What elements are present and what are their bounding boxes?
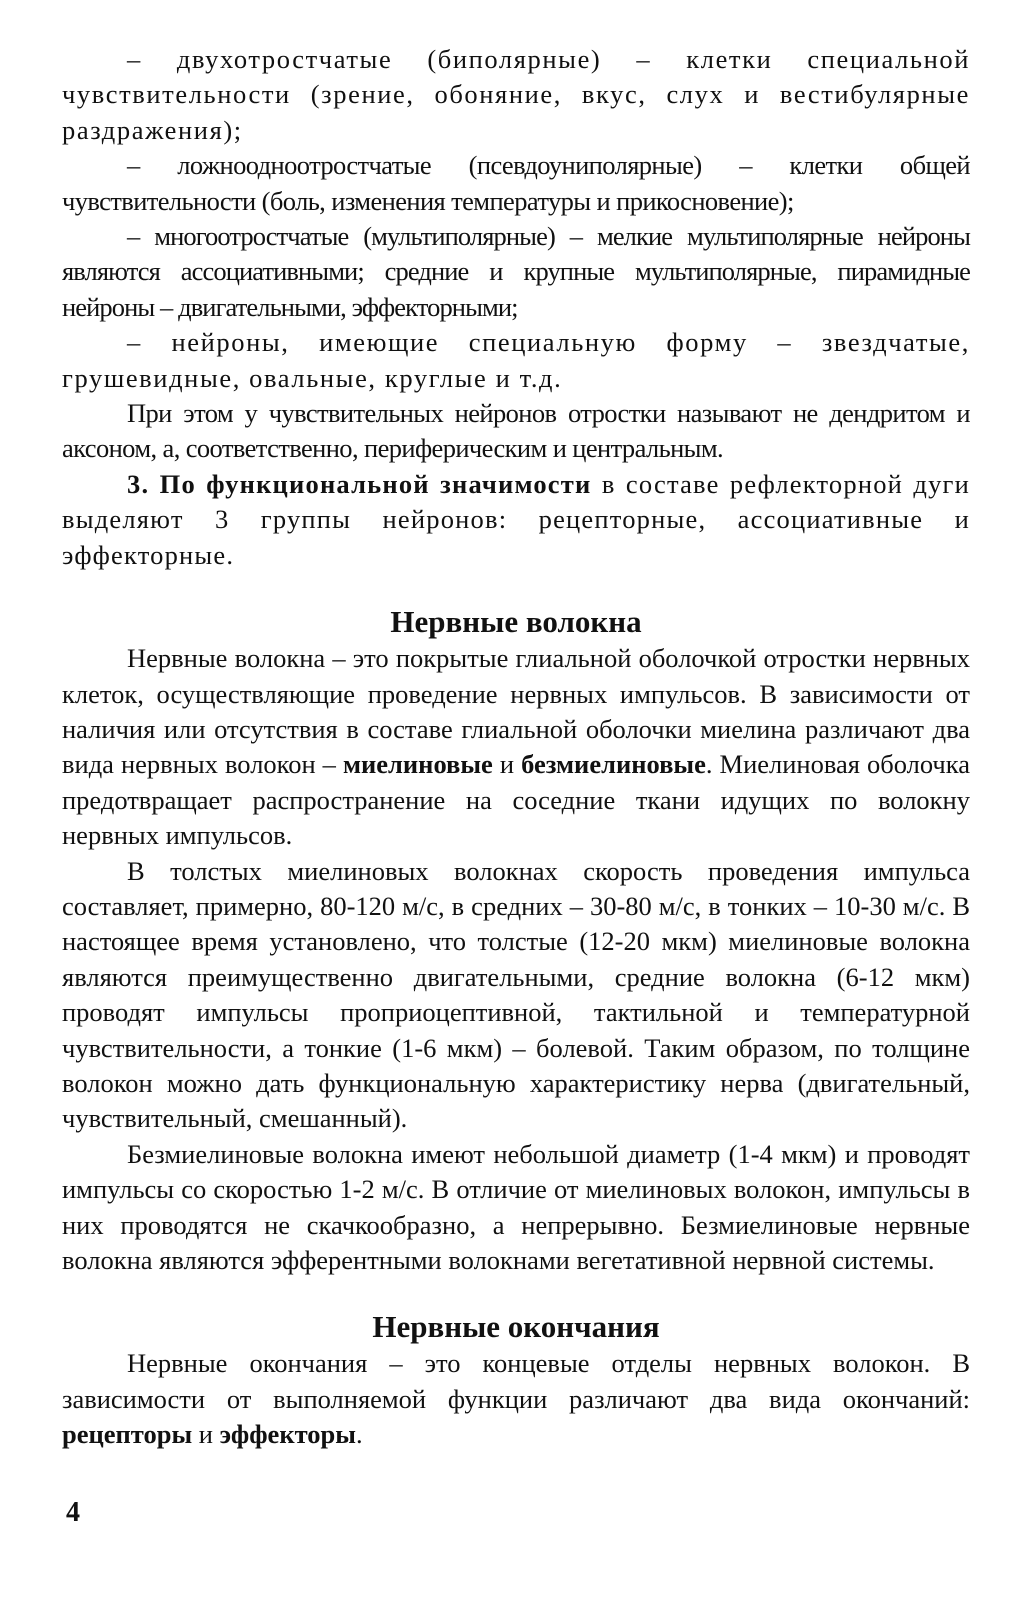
endings-p1-text-2: и xyxy=(192,1419,220,1450)
page-number: 4 xyxy=(66,1497,80,1528)
term-effectors: эффекторы xyxy=(219,1419,356,1450)
term-unmyelinated: безмиелиновые xyxy=(521,749,706,780)
endings-paragraph-1 xyxy=(62,1346,970,1452)
fibers-p1-text-2: и xyxy=(492,749,522,780)
list-item-bipolar: – двухотростчатые (биполярные) – клетки специальной чувствительности (зрение, обоняние, вкус, слух и вестибулярные раздражения); xyxy=(62,44,970,145)
heading-nerve-endings: Нервные окончания xyxy=(372,1309,660,1345)
fibers-paragraph-2: В толстых миелиновых волокнах скорость проведения импульса составляет, примерно, 80-120 м/с, в средних – 30-80 м/с, в тонких – 10-30 м/с. В настоящее время установлено, что толстые (12-20 мкм) миелиновые волокна являются преимущественно двигательными, средние волокна (6-12 мкм) проводят импульсы проприоцептивной, тактильной и температурной чувствительности, а тонкие (1-6 мкм) – болевой. Таким образом, по толщине волокон можно дать функциональную характеристику нерва (двигательный, чувствительный, смешанный). xyxy=(62,855,970,1134)
list-item-pseudounipolar: – ложноодноотростчатые (псевдоуниполярные) – клетки общей чувствительности (боль, изменения температуры и прикосновение); xyxy=(62,150,970,216)
functional-significance-paragraph xyxy=(62,467,970,573)
heading-nerve-fibers: Нервные волокна xyxy=(390,604,642,640)
term-myelinated: миелиновые xyxy=(342,749,493,780)
term-receptors: рецепторы xyxy=(62,1419,193,1450)
sensory-note-paragraph: При этом у чувствительных нейронов отростки называют не дендритом и аксоном, а, соответственно, периферическим и центральным. xyxy=(62,398,970,464)
fibers-p1-text-3: . Миелиновая оболочка предотвращает распространение на соседние ткани идущих по волокну нервных импульсов. xyxy=(62,749,970,851)
endings-p1-text-3: . xyxy=(355,1419,363,1450)
endings-p1-text-1: Нервные окончания – это концевые отделы нервных волокон. В зависимости от выполняемой функции различают два вида окончаний: xyxy=(62,1348,970,1414)
document-page xyxy=(62,42,970,1453)
functional-text: в составе рефлекторной дуги выделяют 3 группы нейронов: рецепторные, ассоциативные и эффекторные. xyxy=(62,468,970,570)
list-item-multipolar: – многоотростчатые (мультиполярные) – мелкие мультиполярные нейроны являются ассоциативными; средние и крупные мультиполярные, пирамидные нейроны – двигательными, эффекторными; xyxy=(62,221,970,322)
fibers-paragraph-3: Безмиелиновые волокна имеют небольшой диаметр (1-4 мкм) и проводят импульсы со скоростью 1-2 м/с. В отличие от миелиновых волокон, импульсы в них проводятся не скачкообразно, а непрерывно. Безмиелиновые нервные волокна являются эфферентными волокнами вегетативной нервной системы. xyxy=(62,1138,970,1275)
fibers-p1-text-1: Нервные волокна – это покрытые глиальной оболочкой отростки нервных клеток, осуществляющие проведение нервных импульсов. В зависимости от наличия или отсутствия в составе глиальной оболочки миелина различают два вида нервных волокон – xyxy=(62,643,970,780)
list-item-special-form: – нейроны, имеющие специальную форму – звездчатые, грушевидные, овальные, круглые и т.д. xyxy=(62,327,970,393)
functional-bold-lead: 3. По функциональной значимости xyxy=(127,468,592,499)
fibers-paragraph-1 xyxy=(62,641,970,853)
